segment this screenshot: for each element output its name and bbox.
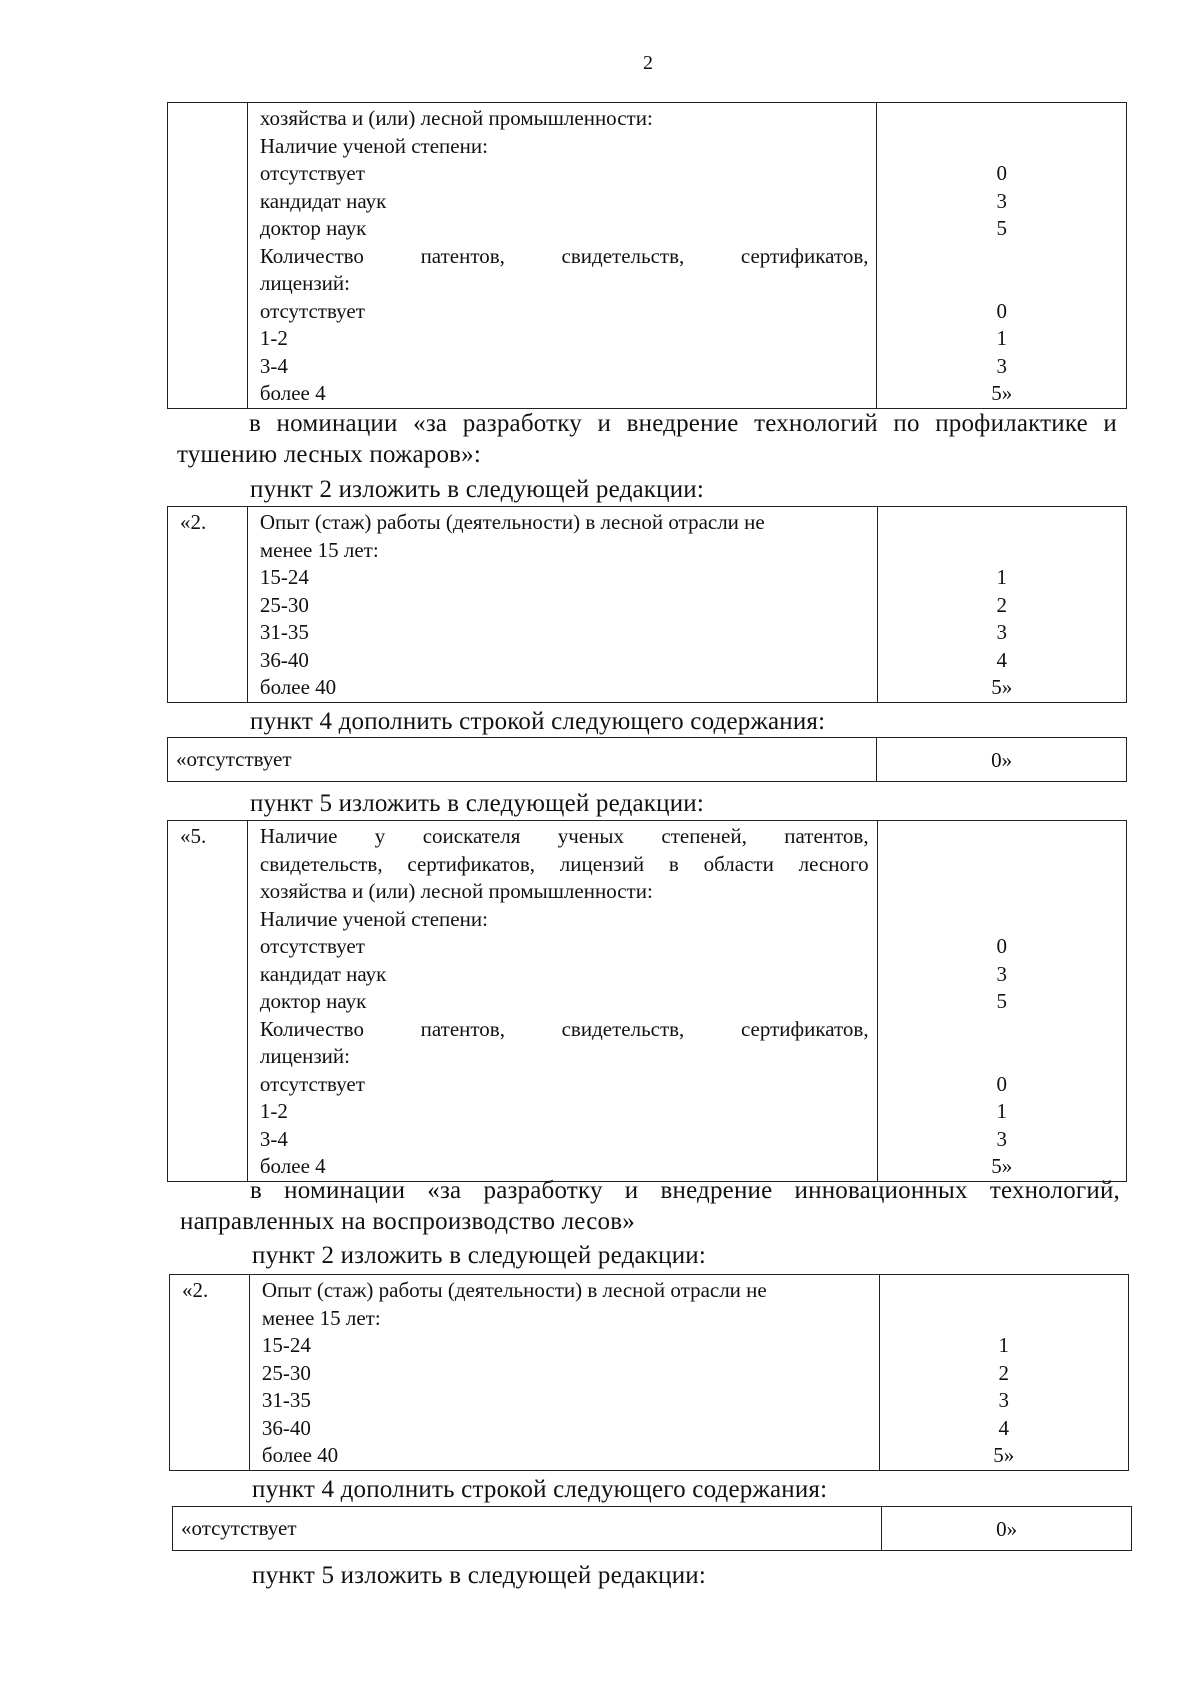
table-cell-criteria bbox=[247, 507, 877, 703]
criteria-line: Опыт (стаж) работы (деятельности) в лесной отрасли не bbox=[261, 1278, 767, 1302]
points-value bbox=[878, 1016, 1126, 1044]
points-value: 3 bbox=[996, 353, 1007, 378]
points-value: 5» bbox=[993, 1443, 1015, 1467]
points-value bbox=[878, 878, 1126, 906]
table-cell-points bbox=[879, 1275, 1128, 1471]
table-cell-criteria bbox=[247, 103, 877, 409]
points-value bbox=[877, 243, 1126, 271]
points-value: 1 bbox=[996, 565, 1008, 589]
page-number: 2 bbox=[643, 52, 653, 74]
criteria-line: кандидат наук bbox=[259, 188, 387, 213]
table-cell-points bbox=[877, 821, 1126, 1182]
criteria-line: Наличие у соискателя ученых степеней, патентов, bbox=[259, 824, 869, 848]
criteria-table-continued bbox=[167, 102, 1127, 409]
criteria-line: менее 15 лет: bbox=[259, 537, 379, 562]
points-value bbox=[878, 509, 1126, 537]
points-value: 5» bbox=[991, 1154, 1013, 1178]
criteria-line: 3-4 bbox=[259, 1126, 288, 1151]
points-value: 5 bbox=[996, 216, 1007, 240]
criteria-line: свидетельств, сертификатов, лицензий в области лесного bbox=[259, 851, 869, 876]
points-value bbox=[878, 851, 1126, 879]
points-value: 0 bbox=[996, 298, 1007, 323]
points-value: 0 bbox=[996, 1071, 1008, 1096]
table-cell-criteria: «отсутствует bbox=[168, 738, 877, 782]
criteria-line: Наличие ученой степени: bbox=[259, 133, 488, 158]
criteria-line: более 4 bbox=[259, 381, 326, 405]
criteria-line: лицензий: bbox=[259, 271, 350, 295]
points-value bbox=[878, 823, 1126, 851]
table-cell-points bbox=[877, 103, 1127, 409]
criteria-line: лицензий: bbox=[259, 1044, 350, 1068]
points-value: 5» bbox=[991, 675, 1013, 699]
table-cell-number: «2. bbox=[168, 507, 248, 703]
points-value bbox=[878, 1043, 1126, 1071]
points-value: 0 bbox=[996, 161, 1007, 185]
table-cell-points: 0» bbox=[882, 1507, 1132, 1551]
points-value: 3 bbox=[996, 188, 1007, 213]
criteria-line: отсутствует bbox=[259, 298, 365, 323]
points-value: 5 bbox=[996, 989, 1008, 1013]
points-value bbox=[880, 1277, 1128, 1305]
table-cell-number: «2. bbox=[170, 1275, 250, 1471]
table-cell-points bbox=[877, 507, 1126, 703]
criteria-line: 25-30 bbox=[259, 592, 309, 617]
criteria-line: Количество патентов, свидетельств, сертификатов, bbox=[259, 1016, 869, 1041]
criteria-line: хозяйства и (или) лесной промышленности: bbox=[259, 106, 653, 130]
criteria-line: 15-24 bbox=[261, 1333, 311, 1357]
criteria-table-degrees bbox=[167, 820, 1127, 1182]
points-value: 5» bbox=[991, 381, 1013, 405]
criteria-line: менее 15 лет: bbox=[261, 1305, 381, 1330]
instruction-item-5: пункт 5 изложить в следующей редакции: bbox=[250, 790, 705, 817]
criteria-line: кандидат наук bbox=[259, 961, 387, 986]
table-cell-number bbox=[168, 103, 248, 409]
criteria-line: доктор наук bbox=[259, 989, 367, 1013]
criteria-line: 25-30 bbox=[261, 1360, 311, 1385]
criteria-line: более 40 bbox=[259, 675, 337, 699]
table-cell-number: «5. bbox=[168, 821, 248, 1182]
points-value: 3 bbox=[996, 620, 1008, 644]
criteria-table-addition bbox=[167, 737, 1127, 782]
instruction-item-4: пункт 4 дополнить строкой следующего содержания: bbox=[250, 708, 826, 735]
points-value: 2 bbox=[998, 1360, 1010, 1385]
criteria-line: отсутствует bbox=[259, 934, 365, 958]
criteria-line: доктор наук bbox=[259, 216, 367, 240]
criteria-line: отсутствует bbox=[259, 161, 365, 185]
criteria-line: 3-4 bbox=[259, 353, 288, 378]
table-cell-criteria bbox=[249, 1275, 879, 1471]
criteria-line: Количество патентов, свидетельств, сертификатов, bbox=[259, 243, 869, 268]
criteria-line: 31-35 bbox=[259, 620, 309, 644]
instruction-item-5: пункт 5 изложить в следующей редакции: bbox=[252, 1562, 707, 1589]
criteria-line: отсутствует bbox=[259, 1071, 365, 1096]
criteria-line: Опыт (стаж) работы (деятельности) в лесной отрасли не bbox=[259, 510, 765, 534]
points-value: 3 bbox=[998, 1388, 1010, 1412]
criteria-table-addition bbox=[172, 1506, 1132, 1551]
points-value: 2 bbox=[996, 592, 1008, 617]
points-value bbox=[880, 1305, 1128, 1333]
criteria-line: 1-2 bbox=[259, 1099, 288, 1123]
points-value: 1 bbox=[998, 1333, 1010, 1357]
instruction-item-2: пункт 2 изложить в следующей редакции: bbox=[250, 476, 705, 503]
instruction-item-4: пункт 4 дополнить строкой следующего содержания: bbox=[252, 1476, 828, 1503]
criteria-line: 1-2 bbox=[259, 326, 288, 350]
points-value: 1 bbox=[996, 326, 1007, 350]
criteria-table-experience bbox=[169, 1274, 1129, 1471]
points-value bbox=[878, 906, 1126, 934]
nomination-paragraph-fire: в номинации «за разработку и внедрение технологий по профилактике и тушению лесных пожаров»: bbox=[177, 410, 1117, 468]
criteria-table-experience bbox=[167, 506, 1127, 703]
criteria-line: хозяйства и (или) лесной промышленности: bbox=[259, 879, 653, 903]
criteria-line: 36-40 bbox=[259, 647, 309, 672]
criteria-line: 15-24 bbox=[259, 565, 309, 589]
criteria-line: более 40 bbox=[261, 1443, 339, 1467]
criteria-line: 31-35 bbox=[261, 1388, 311, 1412]
points-value bbox=[877, 270, 1126, 298]
points-value: 3 bbox=[996, 961, 1008, 986]
table-cell-criteria: «отсутствует bbox=[173, 1507, 882, 1551]
points-value: 4 bbox=[998, 1415, 1010, 1440]
table-cell-criteria bbox=[247, 821, 877, 1182]
points-value: 1 bbox=[996, 1099, 1008, 1123]
points-value bbox=[877, 105, 1126, 133]
criteria-line: Наличие ученой степени: bbox=[259, 906, 488, 931]
points-value: 4 bbox=[996, 647, 1008, 672]
criteria-line: более 4 bbox=[259, 1154, 326, 1178]
criteria-line: 36-40 bbox=[261, 1415, 311, 1440]
nomination-paragraph-reforestation: в номинации «за разработку и внедрение инновационных технологий, направленных на воспроизводство лесов» bbox=[180, 1177, 1120, 1235]
table-cell-points: 0» bbox=[877, 738, 1127, 782]
points-value bbox=[878, 537, 1126, 565]
points-value: 3 bbox=[996, 1126, 1008, 1151]
points-value bbox=[877, 133, 1126, 161]
instruction-item-2: пункт 2 изложить в следующей редакции: bbox=[252, 1242, 707, 1269]
points-value: 0 bbox=[996, 934, 1008, 958]
